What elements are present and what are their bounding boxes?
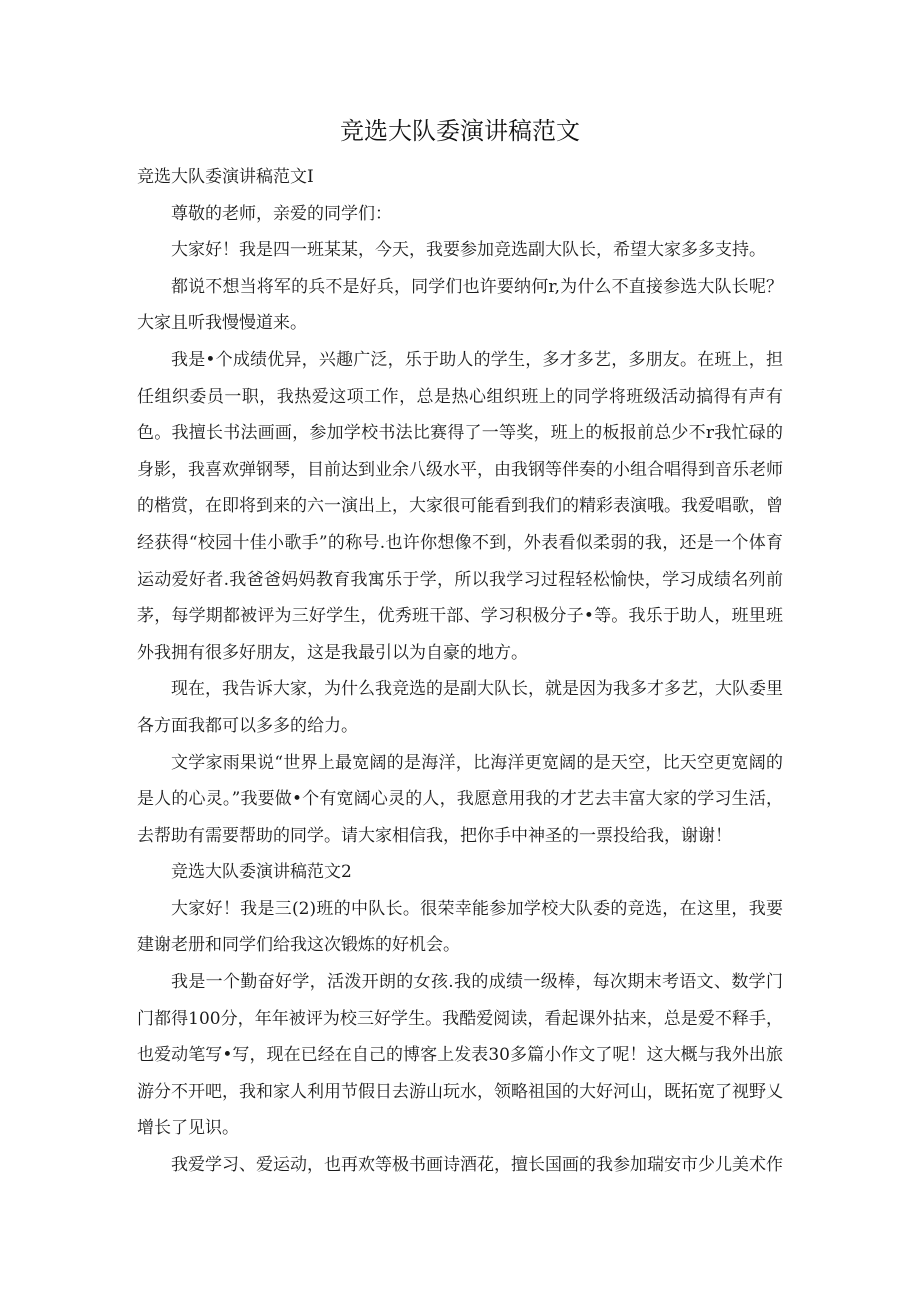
paragraph: 尊敬的老师，亲爱的同学们： <box>171 203 392 224</box>
paragraph: 我爱学习、爱运动，也再欢等极书画诗酒花，擅长国画的我参加瑞安市少儿美术作 <box>171 1155 783 1176</box>
section-heading-1: 竞选大队委演讲稿范文I <box>137 167 314 187</box>
paragraph: 大家好！我是三(2)班的中队长。很荣幸能参加学校大队委的竞选，在这里，我要建谢老册和同学们给我这次锻炼的好机会。 <box>137 898 783 956</box>
document-body <box>137 159 783 1184</box>
paragraph: 现在，我告诉大家，为什么我竞选的是副大队长，就是因为我多才多艺，大队委里各方面我都可以多多的给力。 <box>137 679 783 736</box>
document-title: 竞选大队委演讲稿范文 <box>340 117 580 145</box>
paragraph: 都说不想当将军的兵不是好兵，同学们也许要纳何r,为什么不直接参选大队长呢？大家且听我慢慢道来。 <box>137 276 783 334</box>
paragraph: 我是一个勤奋好学，活泼开朗的女孩.我的成绩一级棒，每次期末考语文、数学门门都得100分，年年被评为校三好学生。我酷爱阅读，看起课外拈来，总是爱不释手，也爱动笔写•写，现在已经在自己的博客上发表30多篇小作文了呢！这大概与我外出旅游分不开吧，我和家人利用节假日去游山玩水，领略祖国的大好河山，既拓宽了视野乂增长了见识。 <box>137 972 783 1139</box>
paragraph: 我是•个成绩优异，兴趣广泛，乐于助人的学生，多才多艺，多朋友。在班上，担任组织委员一职，我热爱这项工作，总是热心组织班上的同学将班级活动搞得有声有色。我擅长书法画画，参加学校书法比赛得了一等奖，班上的板报前总少不r我忙碌的身影，我喜欢弹钢琴，目前达到业余八级水平，由我钢等伴奏的小组合唱得到音乐老师的楷赏，在即将到来的六一演出上，大家很可能看到我们的精彩表演哦。我爱唱歌，曾经获得“校园十佳小歌手”的称号.也许你想像不到，外表看似柔弱的我，还是一个体育运动爱好者.我爸爸妈妈教育我寓乐于学，所以我学习过程轻松愉快，学习成绩名列前茅，每学期都被评为三好学生，优秀班干部、学习积极分子•等。我乐于助人，班里班外我拥有很多好朋友，这是我最引以为自豪的地方。 <box>137 349 783 663</box>
paragraph: 大家好！我是四一班某某，今天，我要参加竞选副大队长，希望大家多多支持。 <box>171 240 766 261</box>
section-heading-2: 竞选大队委演讲稿范文2 <box>171 862 352 883</box>
paragraph: 文学家雨果说“世界上最宽阔的是海洋，比海洋更宽阔的是天空，比天空更宽阔的是人的心灵。”我要做•个有宽阔心灵的人，我愿意用我的才艺去丰富大家的学习生活，去帮助有需要帮助的同学。请大家相信我，把你手中神圣的一票投给我，谢谢！ <box>137 752 783 846</box>
